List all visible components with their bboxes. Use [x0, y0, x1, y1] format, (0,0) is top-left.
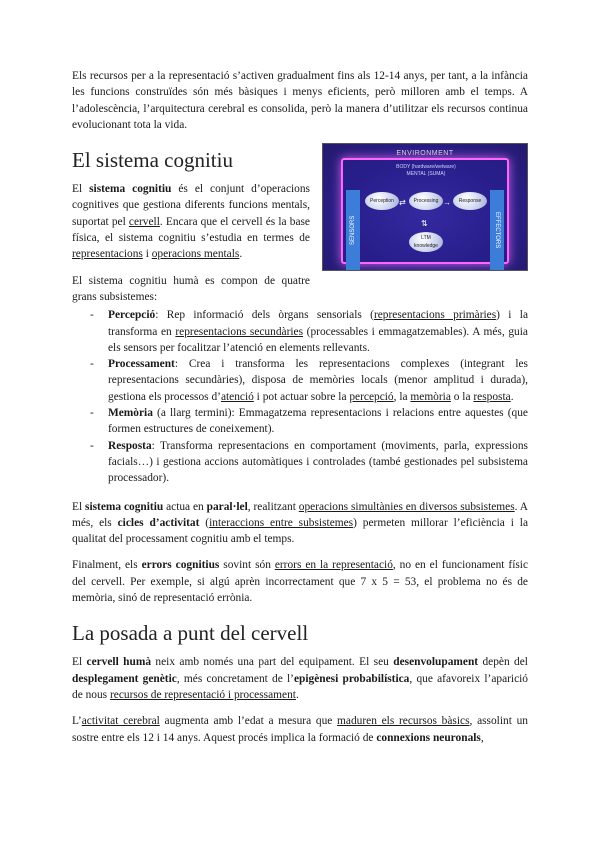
ltm-node	[409, 232, 443, 252]
bold-term: epigènesi probabilística	[293, 672, 410, 685]
text-run: i	[142, 248, 152, 261]
list-dash: -	[90, 358, 94, 371]
text-run: .	[295, 688, 299, 701]
arrow-right-icon: ⇄	[399, 198, 406, 208]
bold-term: connexions neuronals	[376, 731, 481, 744]
list-item	[72, 356, 528, 405]
system-subtitle: MENTAL (SUMA)	[406, 171, 446, 178]
underlined-term: representacions primàries	[373, 309, 497, 322]
bold-term: desenvolupament	[393, 656, 479, 669]
text-run: , més concretament de l’	[176, 672, 294, 685]
underlined-term: operacions simultànies en diversos subsistemes	[298, 500, 515, 513]
environment-diagram	[322, 143, 528, 271]
underlined-term: activitat cerebral	[81, 715, 160, 728]
underlined-term: representacions secundàries	[175, 325, 304, 338]
brain-activity-paragraph	[72, 713, 528, 746]
text-run: depèn del	[478, 656, 528, 669]
underlined-term: memòria	[410, 390, 451, 403]
bold-term: cervell humà	[86, 656, 152, 669]
cognitive-system-figure	[322, 143, 528, 271]
bold-term: sistema cognitiu	[85, 500, 164, 513]
intro-paragraph: Els recursos per a la representació s’activen gradualment fins als 12-14 anys, per tant, a la infància les funcions construïdes són més bàsiques i menys eficients, però milloren amb el temps. A l’adolescència, l’arquitectura cerebral es consolida, però la manera d’utilitzar els recursos continua evolucionant tota la vida.	[72, 70, 528, 131]
bold-term: Memòria	[108, 407, 153, 420]
text-run: ) i la transforma en	[108, 309, 528, 338]
bold-term: errors cognitius	[141, 559, 220, 572]
bold-term: Processament	[108, 358, 175, 371]
arrow-updown-icon: ⇅	[421, 219, 428, 229]
section-heading-brain-tuning: La posada a punt del cervell	[72, 621, 309, 646]
subsystems-list	[72, 307, 528, 486]
list-dash: -	[90, 439, 94, 452]
text-run: .	[239, 248, 243, 261]
arrow-right-icon: →	[443, 198, 451, 208]
text-run: El	[72, 656, 87, 669]
system-titles	[357, 164, 495, 178]
text-run: ,	[480, 731, 484, 744]
underlined-term: percepció	[349, 390, 394, 403]
parallel-paragraph	[72, 499, 528, 548]
text-run: (processables i emmagatzemables). A més, guia els sensors per focalitzar l’atenció en elements rellevants.	[108, 325, 528, 354]
effectors-label: EFFECTORS	[490, 190, 504, 270]
text-run: ) permeten millorar l’eficiència i la qualitat del processament cognitiu amb el temps.	[72, 516, 528, 546]
sensors-label: SENSORS	[346, 190, 360, 270]
list-item	[72, 405, 528, 438]
subsystems-intro: El sistema cognitiu humà es compon de quatre grans subsistemes:	[72, 274, 310, 303]
brain-development-paragraph	[72, 654, 528, 703]
document-body	[72, 68, 528, 756]
bold-term: desplegament genètic	[72, 672, 177, 685]
system-title: BODY (hardware/wetware)	[396, 164, 456, 171]
text-run: sovint són	[219, 559, 275, 572]
bold-term: sistema cognitiu	[89, 183, 172, 196]
text-run: El	[72, 183, 90, 196]
section-heading-cognitive-system: El sistema cognitiu	[72, 148, 233, 173]
underlined-term: representacions	[72, 248, 143, 261]
text-run: , assolint un sostre entre els 12 i 14 anys. Aquest procés implica la formació de	[72, 715, 528, 744]
text-run: L’	[72, 715, 82, 728]
text-run: o la	[450, 390, 474, 403]
underlined-term: errors en la representació	[274, 559, 393, 572]
text-run: neix amb només una part del equipament. El seu	[151, 656, 394, 669]
bold-term: cicles d’activitat	[117, 516, 200, 529]
errors-paragraph	[72, 557, 528, 606]
perception-node: Perception	[365, 192, 399, 210]
list-item	[72, 307, 528, 356]
text-run: . Encara que el cervell és la base física, el sistema cognitiu s’estudia en termes de	[72, 215, 310, 245]
text-run: Finalment, els	[72, 559, 142, 572]
underlined-term: cervell	[128, 215, 160, 228]
underlined-term: atenció	[220, 390, 254, 403]
text-run: actua en	[163, 500, 207, 513]
text-run: és el conjunt d’operacions cognitives que gestiona diferents funcions mentals, suportat pel	[72, 183, 310, 228]
bold-term: Percepció	[108, 309, 156, 322]
underlined-term: interaccions entre subsistemes	[209, 516, 354, 529]
text-run: (	[199, 516, 210, 529]
text-run: El	[72, 500, 86, 513]
text-run: . A més, els	[72, 500, 528, 529]
bold-term: paral·lel	[206, 500, 248, 513]
underlined-term: maduren els recursos bàsics	[337, 715, 470, 728]
text-run: .	[510, 390, 514, 403]
text-run: , no en el funcionament físic del cervell. Per exemple, si algú aprèn incorrectament que 7 x 5 = 53, el problema no és de memòria, sinó de representació errònia.	[72, 559, 529, 605]
list-dash: -	[90, 309, 94, 322]
processing-node: Processing	[409, 192, 443, 210]
text-run: : Crea i transforma les representacions complexes (integrant les representacions secundàries), disposa de memòries locals (menor amplitud i durada), gestiona els processos d’	[108, 358, 528, 403]
ltm-label: LTM	[421, 235, 431, 242]
text-run: i pot actuar sobre la	[253, 390, 350, 403]
bold-term: Resposta	[108, 439, 152, 452]
text-run: : Rep informació dels òrgans sensorials (	[155, 309, 374, 322]
environment-label: ENVIRONMENT	[396, 150, 454, 158]
text-run: (a llarg termini): Emmagatzema representacions i relacions entre aquestes (que formen estructures de coneixement).	[108, 407, 528, 436]
list-dash: -	[90, 407, 94, 420]
underlined-term: recursos de representació i processament	[109, 688, 296, 701]
list-item	[72, 438, 528, 487]
text-run: : Transforma representacions en comportament (moviments, parla, expressions facials…) i gestiona accions automàtiques i controlades (també gestionades pel subsistema processador).	[108, 439, 528, 485]
text-run: , la	[393, 390, 411, 403]
text-run: augmenta amb l’edat a mesura que	[159, 715, 338, 728]
response-node: Response	[453, 192, 487, 210]
underlined-term: operacions mentals	[151, 248, 240, 261]
knowledge-label: knowledge	[414, 243, 438, 250]
underlined-term: resposta	[473, 390, 511, 403]
text-run: , realitzant	[247, 500, 299, 513]
text-run: , que afavoreix l’aparició de nous	[72, 672, 528, 701]
